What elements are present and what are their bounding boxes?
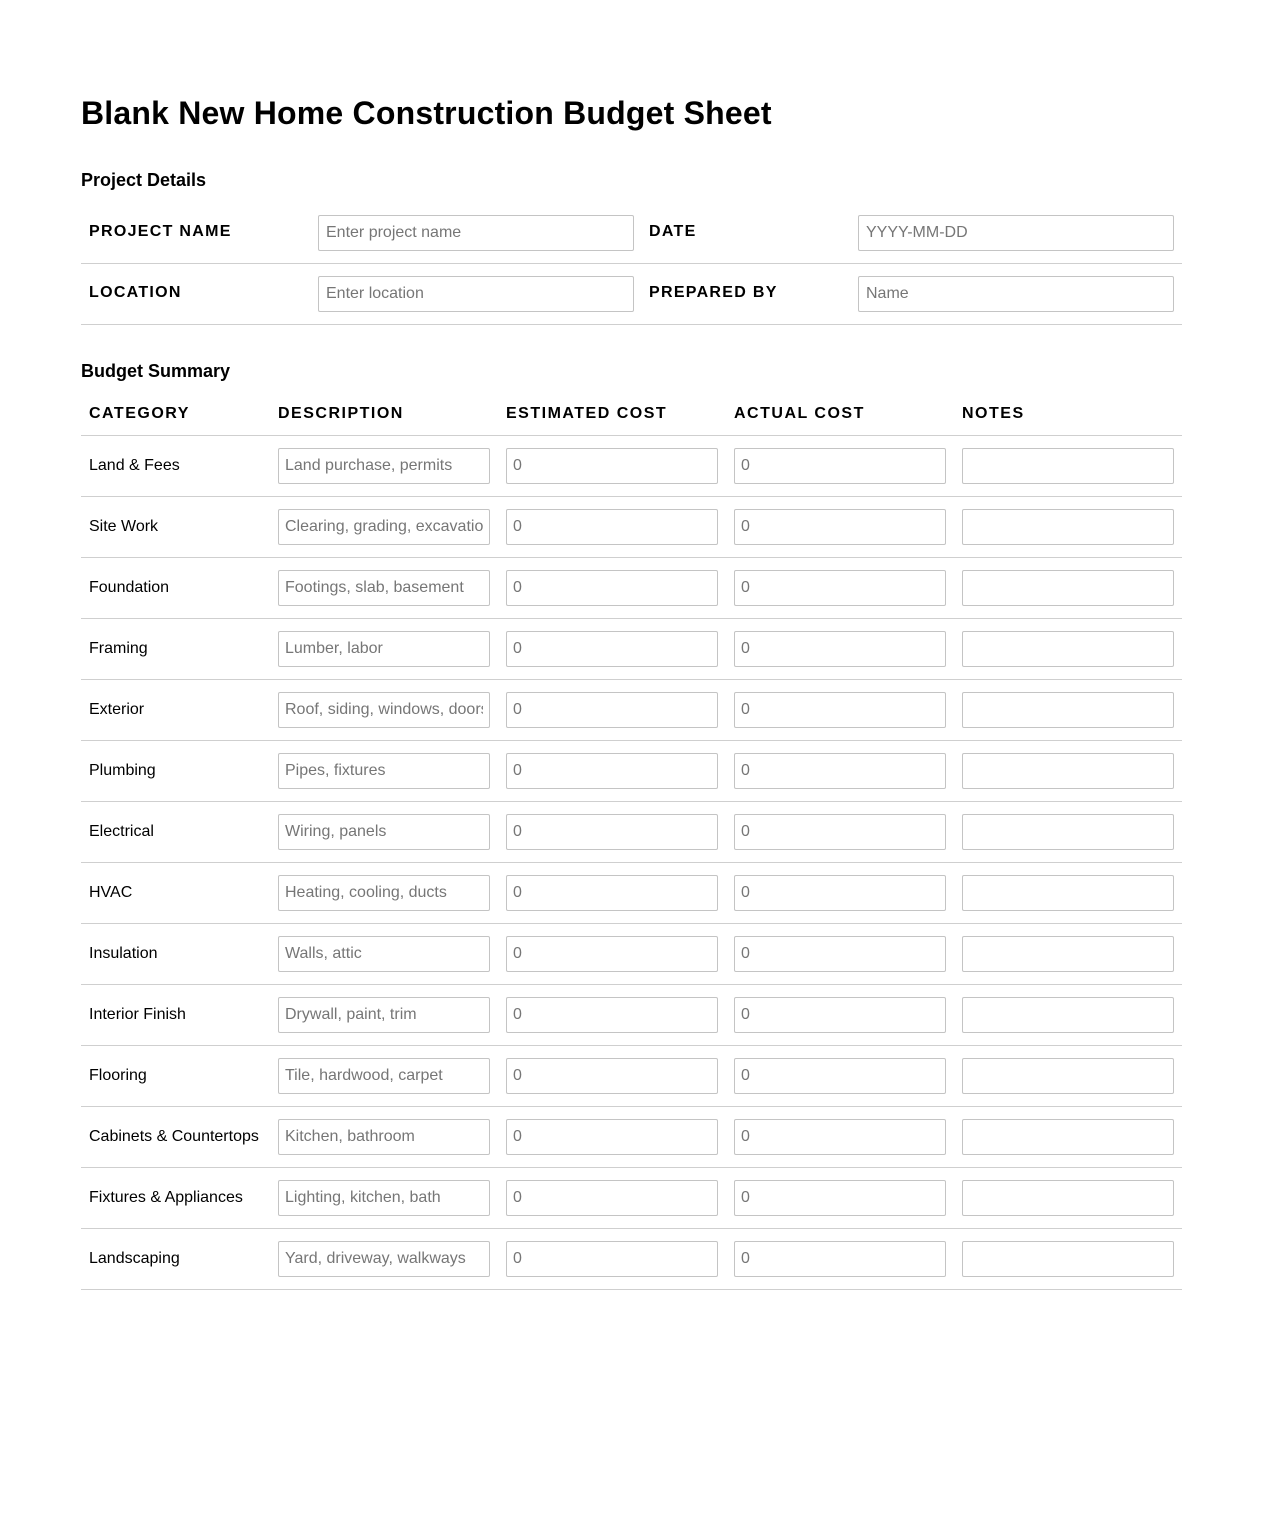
budget-row (81, 985, 1182, 1046)
budget-row (81, 1107, 1182, 1168)
budget-category-label: Cabinets & Countertops (89, 1128, 259, 1145)
budget-row (81, 558, 1182, 619)
budget-row (81, 802, 1182, 863)
column-header-notes: NOTES (962, 405, 1025, 422)
budget-row (81, 680, 1182, 741)
description-input[interactable] (278, 814, 490, 850)
description-input[interactable] (278, 509, 490, 545)
column-header-category: CATEGORY (89, 405, 190, 422)
estimated-cost-input[interactable] (506, 448, 718, 484)
description-input[interactable] (278, 692, 490, 728)
budget-row (81, 1046, 1182, 1107)
description-input[interactable] (278, 1180, 490, 1216)
actual-cost-input[interactable] (734, 570, 946, 606)
actual-cost-input[interactable] (734, 875, 946, 911)
budget-row (81, 741, 1182, 802)
actual-cost-input[interactable] (734, 1058, 946, 1094)
description-input[interactable] (278, 1058, 490, 1094)
estimated-cost-input[interactable] (506, 753, 718, 789)
estimated-cost-input[interactable] (506, 1058, 718, 1094)
estimated-cost-input[interactable] (506, 936, 718, 972)
actual-cost-input[interactable] (734, 753, 946, 789)
date-input[interactable] (858, 215, 1174, 251)
notes-input[interactable] (962, 997, 1174, 1033)
budget-row (81, 1168, 1182, 1229)
budget-category-label: Fixtures & Appliances (89, 1189, 243, 1206)
notes-input[interactable] (962, 753, 1174, 789)
location-label: LOCATION (89, 284, 182, 301)
project-details-table (81, 203, 1182, 325)
budget-summary-heading: Budget Summary (81, 361, 231, 381)
budget-category-label: HVAC (89, 884, 133, 901)
project-details-row (81, 264, 1182, 325)
budget-summary-table (81, 393, 1182, 1290)
notes-input[interactable] (962, 1241, 1174, 1277)
column-header-actual-cost: ACTUAL COST (734, 405, 865, 422)
notes-input[interactable] (962, 631, 1174, 667)
description-input[interactable] (278, 753, 490, 789)
project-name-label: PROJECT NAME (89, 223, 232, 240)
estimated-cost-input[interactable] (506, 875, 718, 911)
estimated-cost-input[interactable] (506, 570, 718, 606)
description-input[interactable] (278, 448, 490, 484)
description-input[interactable] (278, 1241, 490, 1277)
actual-cost-input[interactable] (734, 814, 946, 850)
description-input[interactable] (278, 1119, 490, 1155)
actual-cost-input[interactable] (734, 509, 946, 545)
notes-input[interactable] (962, 814, 1174, 850)
description-input[interactable] (278, 997, 490, 1033)
actual-cost-input[interactable] (734, 997, 946, 1033)
budget-category-label: Framing (89, 640, 148, 657)
actual-cost-input[interactable] (734, 1119, 946, 1155)
date-label: DATE (649, 223, 697, 240)
budget-category-label: Interior Finish (89, 1006, 186, 1023)
estimated-cost-input[interactable] (506, 692, 718, 728)
budget-category-label: Foundation (89, 579, 170, 596)
actual-cost-input[interactable] (734, 1180, 946, 1216)
actual-cost-input[interactable] (734, 692, 946, 728)
estimated-cost-input[interactable] (506, 631, 718, 667)
notes-input[interactable] (962, 1058, 1174, 1094)
notes-input[interactable] (962, 1180, 1174, 1216)
budget-row (81, 1229, 1182, 1290)
column-header-description: DESCRIPTION (278, 405, 404, 422)
description-input[interactable] (278, 936, 490, 972)
budget-category-label: Flooring (89, 1067, 147, 1084)
estimated-cost-input[interactable] (506, 509, 718, 545)
budget-category-label: Electrical (89, 823, 154, 840)
location-input[interactable] (318, 276, 634, 312)
actual-cost-input[interactable] (734, 631, 946, 667)
budget-category-label: Plumbing (89, 762, 156, 779)
project-details-row (81, 203, 1182, 264)
estimated-cost-input[interactable] (506, 997, 718, 1033)
prepared-by-label: PREPARED BY (649, 284, 778, 301)
notes-input[interactable] (962, 936, 1174, 972)
budget-row (81, 619, 1182, 680)
budget-row (81, 436, 1182, 497)
project-details-heading: Project Details (81, 170, 207, 190)
notes-input[interactable] (962, 448, 1174, 484)
estimated-cost-input[interactable] (506, 1119, 718, 1155)
budget-category-label: Exterior (89, 701, 145, 718)
notes-input[interactable] (962, 1119, 1174, 1155)
page-title: Blank New Home Construction Budget Sheet (81, 95, 772, 131)
budget-category-label: Insulation (89, 945, 158, 962)
budget-category-label: Site Work (89, 518, 159, 535)
project-name-input[interactable] (318, 215, 634, 251)
budget-row (81, 497, 1182, 558)
budget-table-header (81, 393, 1182, 436)
budget-category-label: Landscaping (89, 1250, 180, 1267)
budget-category-label: Land & Fees (89, 457, 180, 474)
actual-cost-input[interactable] (734, 1241, 946, 1277)
estimated-cost-input[interactable] (506, 1180, 718, 1216)
notes-input[interactable] (962, 509, 1174, 545)
actual-cost-input[interactable] (734, 448, 946, 484)
notes-input[interactable] (962, 692, 1174, 728)
column-header-estimated-cost: ESTIMATED COST (506, 405, 668, 422)
prepared-by-input[interactable] (858, 276, 1174, 312)
description-input[interactable] (278, 631, 490, 667)
actual-cost-input[interactable] (734, 936, 946, 972)
description-input[interactable] (278, 875, 490, 911)
notes-input[interactable] (962, 570, 1174, 606)
description-input[interactable] (278, 570, 490, 606)
estimated-cost-input[interactable] (506, 814, 718, 850)
budget-row (81, 924, 1182, 985)
budget-row (81, 863, 1182, 924)
estimated-cost-input[interactable] (506, 1241, 718, 1277)
notes-input[interactable] (962, 875, 1174, 911)
